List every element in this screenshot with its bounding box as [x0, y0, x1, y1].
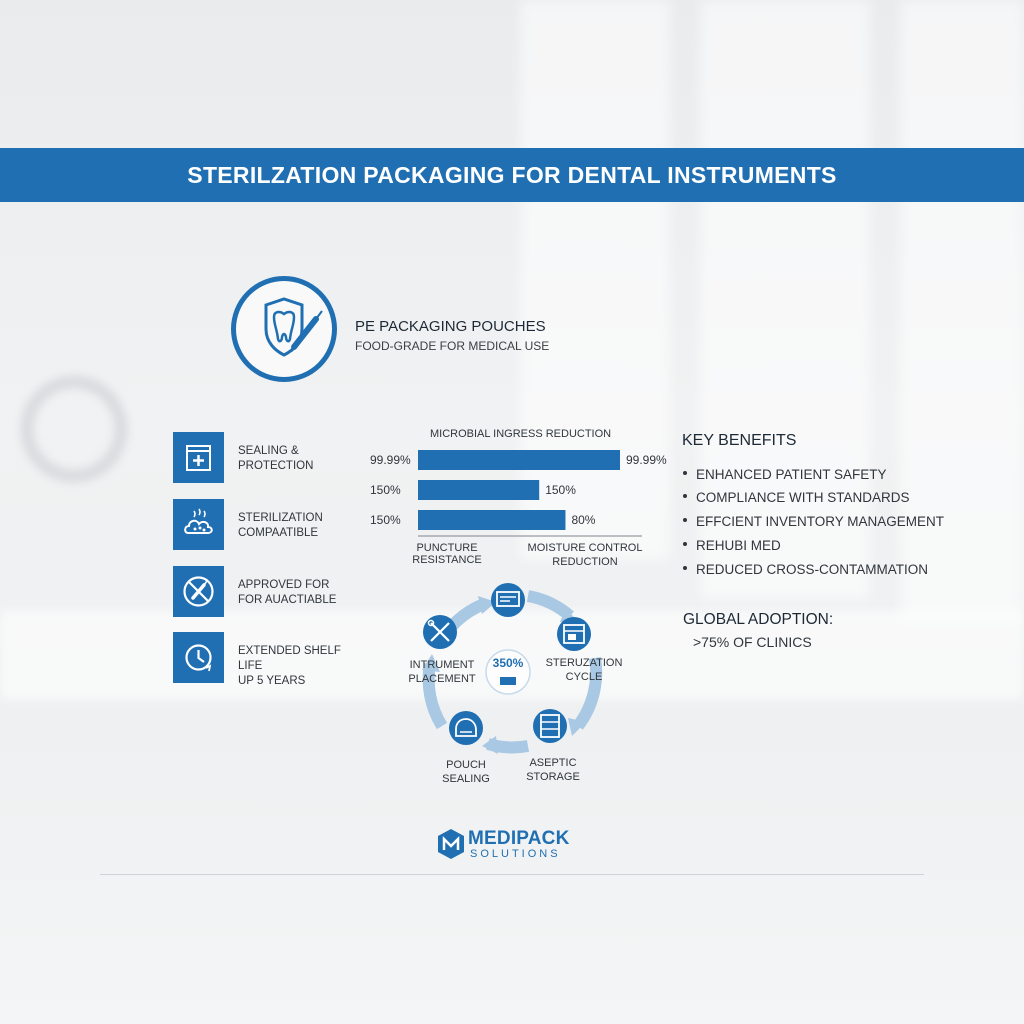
chart-category-label: 150% [370, 513, 401, 527]
cycle-step-line: SEALING [442, 773, 490, 785]
chart-value-label: 80% [571, 513, 596, 527]
chart-title: MICROBIAL INGRESS REDUCTION [430, 428, 612, 440]
tools-icon [423, 615, 457, 649]
cycle-step-line: PLACEMENT [408, 673, 476, 685]
chart-value-label: 99.99% [626, 453, 667, 467]
chart-x-label: REDUCTION [552, 556, 618, 568]
benefit-item [683, 490, 910, 505]
chart-category-label: 150% [370, 483, 401, 497]
ingress-chart [360, 424, 667, 574]
benefit-item [683, 562, 928, 577]
product-title: PE PACKAGING POUCHES [355, 318, 546, 335]
feature-label-line: UP 5 YEARS [238, 675, 306, 687]
cycle-step-line: INTRUMENT [409, 659, 475, 671]
chart-value-label: 150% [545, 483, 576, 497]
feature-label-line: PROTECTION [238, 460, 314, 472]
chart-x-label: MOISTURE CONTROL [527, 542, 643, 554]
feature-approved [173, 566, 363, 618]
logo-subtitle: SOLUTIONS [470, 848, 561, 860]
benefit-item [683, 538, 781, 553]
feature-sealing [173, 432, 363, 484]
tooth-shield-syringe-icon [231, 276, 337, 382]
benefits-title: KEY BENEFITS [682, 432, 797, 449]
chart-bar [418, 480, 539, 500]
footer-divider [100, 874, 924, 875]
cycle-step-label [434, 758, 498, 786]
feature-label-line: STERILIZATION [238, 512, 323, 524]
background-window [700, 0, 870, 600]
benefit-item [683, 467, 887, 482]
benefit-text: REDUCED CROSS-CONTAMMATION [696, 562, 928, 577]
cycle-step-line: ASEPTIC [529, 757, 577, 769]
no-syringe-icon [173, 566, 224, 617]
feature-label-line: SEALING & [238, 445, 299, 457]
bullet [683, 542, 687, 546]
steam-cloud-icon [173, 499, 224, 550]
benefit-item [683, 514, 944, 529]
feature-label-line: FOR AUACTIABLE [238, 594, 337, 606]
cycle-step-line: STORAGE [526, 771, 580, 783]
cycle-step-line: STERUZATION [545, 657, 623, 669]
adoption-value: >75% OF CLINICS [693, 634, 812, 650]
cycle-center-value: 350% [492, 656, 524, 670]
bullet [683, 566, 687, 570]
product-subtitle: FOOD-GRADE FOR MEDICAL USE [355, 339, 550, 353]
cycle-step-label [518, 756, 588, 784]
adoption-title: GLOBAL ADOPTION: [683, 611, 834, 628]
cycle-step-label [402, 658, 482, 686]
shelf-icon [533, 709, 567, 743]
company-logo [436, 826, 586, 862]
feature-sterilization [173, 499, 363, 551]
chart-category-label: 99.99% [370, 453, 411, 467]
benefit-text: REHUBI MED [696, 538, 781, 553]
bullet [683, 471, 687, 475]
sealer-icon [449, 711, 483, 745]
feature-shelf-life [173, 632, 363, 687]
feature-label-line: EXTENDED SHELF LIFE [238, 645, 341, 672]
process-cycle [400, 576, 640, 796]
logo-mark-icon [436, 828, 466, 860]
monitor-icon [491, 583, 525, 617]
bullet [683, 518, 687, 522]
cycle-step-line: CYCLE [565, 671, 603, 683]
benefit-text: ENHANCED PATIENT SAFETY [696, 467, 887, 482]
bullet [683, 494, 687, 498]
chart-x-label: PUNCTURE RESISTANCE [412, 542, 482, 566]
package-plus-icon [173, 432, 224, 483]
cycle-step-line: POUCH [446, 759, 486, 771]
title-banner [0, 148, 1024, 202]
background-lamp [20, 375, 128, 483]
benefit-text: COMPLIANCE WITH STANDARDS [696, 490, 910, 505]
benefit-text: EFFCIENT INVENTORY MANAGEMENT [696, 514, 945, 529]
cycle-step-label [542, 656, 626, 684]
chart-bar [418, 510, 565, 530]
chart-bar [418, 450, 620, 470]
chart-plot [360, 424, 667, 544]
logo-name: MEDIPACK [468, 828, 570, 849]
feature-label-line: COMPAATIBLE [238, 527, 319, 539]
clock-icon [173, 632, 224, 683]
feature-label-line: APPROVED FOR [238, 579, 330, 591]
page-title: STERILZATION PACKAGING FOR DENTAL INSTRUMENTS [187, 161, 837, 188]
sterilizer-icon [557, 617, 591, 651]
